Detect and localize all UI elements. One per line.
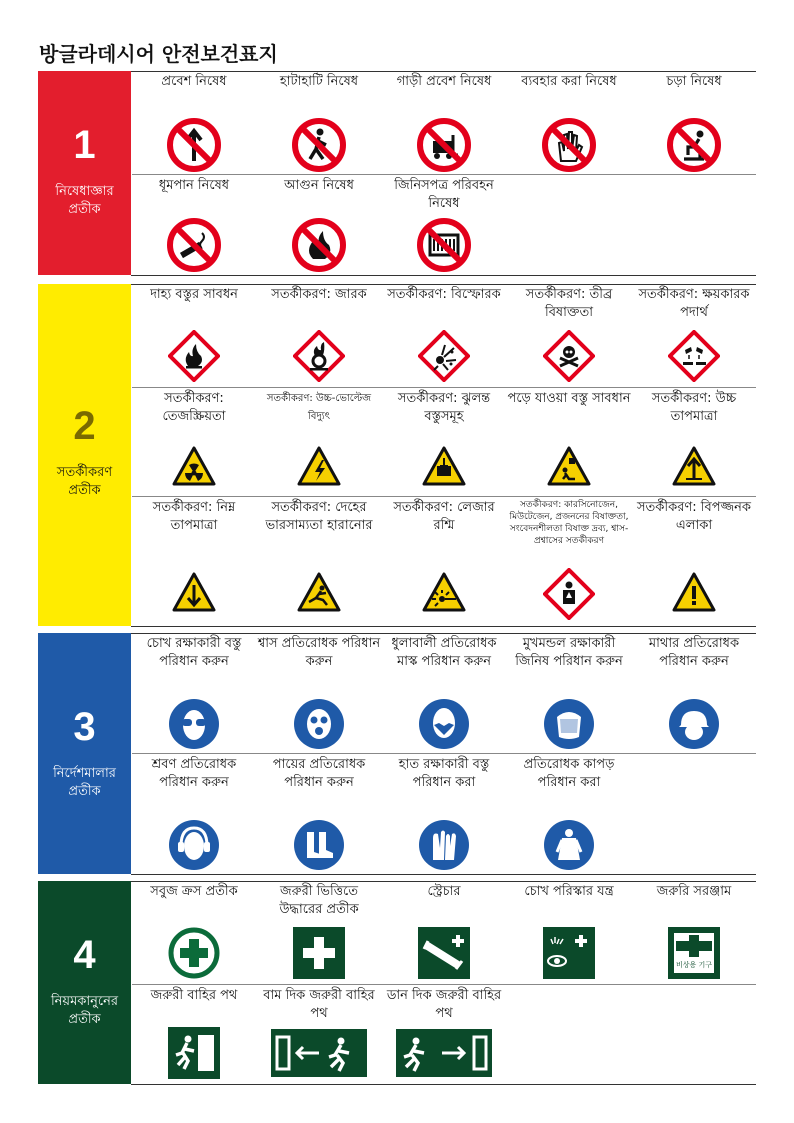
sign-cell — [507, 71, 631, 174]
sign-label: আগুন নিষেধ — [284, 178, 354, 193]
sign-row — [132, 754, 756, 874]
eye-protection-icon — [169, 699, 219, 749]
emergency-exit-icon — [168, 1027, 220, 1079]
section-label: নিষেধাজ্ঞার প্রতীক — [55, 184, 114, 217]
suspended-load-icon — [422, 446, 466, 486]
face-shield-icon — [544, 699, 594, 749]
sign-label: সতর্কীকরণ: ক্ষয়কারক পদার্থ — [638, 287, 750, 320]
sign-cell — [257, 71, 381, 174]
trip-hazard-icon — [297, 572, 341, 612]
safety-boots-icon — [294, 820, 344, 870]
sign-label: গাড়ী প্রবেশ নিষেধ — [396, 74, 492, 89]
section-band — [38, 71, 131, 275]
exit-left-icon — [271, 1029, 367, 1077]
sign-row — [132, 388, 756, 496]
sign-cell — [132, 284, 256, 387]
sign-row — [132, 497, 756, 626]
oxidizer-icon — [293, 330, 345, 382]
sign-label: সতর্কীকরণ: বিস্ফোরক — [387, 287, 501, 302]
sign-cell — [132, 754, 256, 874]
sign-cell — [132, 175, 256, 275]
sign-label: চড়া নিষেধ — [666, 74, 722, 89]
sign-cell — [382, 754, 506, 874]
no-smoking-icon — [166, 217, 222, 273]
sign-label: হাত রক্ষাকারী বস্তু পরিধান করা — [398, 757, 490, 790]
sign-cell — [132, 71, 256, 174]
sign-label: শ্রবণ প্রতিরোধক পরিধান করুন — [151, 757, 237, 790]
sign-row — [132, 985, 756, 1084]
divider — [131, 1084, 756, 1085]
sign-label: জরুরী ভিত্তিতে উদ্ধারের প্রতীক — [279, 884, 359, 917]
section-mandatory — [38, 633, 756, 874]
high-voltage-icon — [297, 446, 341, 486]
sign-cell — [257, 497, 381, 626]
sign-cell — [507, 284, 631, 387]
sign-row — [132, 175, 756, 275]
sign-label: বাম দিক জরুরী বাহির পথ — [263, 988, 375, 1021]
sign-cell — [382, 881, 506, 984]
sign-cell — [132, 985, 256, 1084]
sign-cell — [132, 881, 256, 984]
section-band — [38, 284, 131, 626]
ear-protection-icon — [169, 820, 219, 870]
no-fire-icon — [291, 217, 347, 273]
section-label: সতর্কীকরণ প্রতীক — [56, 465, 113, 498]
toxic-icon — [543, 330, 595, 382]
section-label: নির্দেশমালার প্রতীক — [53, 766, 116, 799]
sign-label: সতর্কীকরণ: তেজস্ক্রিয়তা — [162, 391, 226, 424]
corrosive-icon — [668, 330, 720, 382]
laser-icon — [422, 572, 466, 612]
section-band — [38, 881, 131, 1084]
sign-label: চোখ পরিস্কার যন্ত্র — [524, 884, 614, 899]
sign-cell — [257, 388, 381, 496]
sign-label: সতর্কীকরণ: উচ্চ-ভোল্টেজ বিদ্যুৎ — [266, 393, 372, 422]
no-carrying-icon — [416, 217, 472, 273]
sign-label: সতর্কীকরণ: উচ্চ তাপমাত্রা — [651, 391, 737, 424]
no-vehicle-icon — [416, 117, 472, 173]
sign-label: মুখমন্ডল রক্ষাকারী জিনিষ পরিধান করুন — [515, 636, 623, 669]
sign-label: মাথার প্রতিরোধক পরিধান করুন — [648, 636, 740, 669]
protective-clothing-icon — [544, 820, 594, 870]
sign-cell — [632, 497, 756, 626]
no-touch-icon — [541, 117, 597, 173]
sign-cell — [507, 881, 631, 984]
divider — [131, 275, 756, 276]
sign-cell — [257, 175, 381, 275]
sign-label: ধুলাবালী প্রতিরোধক মাস্ক পরিধান করুন — [391, 636, 497, 669]
exit-right-icon — [396, 1029, 492, 1077]
sign-label: সতর্কীকরণ: তীব্র বিষাক্ততা — [525, 287, 613, 320]
sign-cell — [632, 284, 756, 387]
sign-label: স্ট্রেচার — [427, 884, 461, 899]
sign-label: পড়ে যাওয়া বস্তু সাবধান — [507, 391, 631, 406]
section-number: 3 — [73, 705, 96, 749]
sign-label: সতর্কীকরণ: বিপজ্জনক এলাকা — [636, 500, 752, 533]
respirator-icon — [294, 699, 344, 749]
sign-cell — [257, 985, 381, 1084]
dust-mask-icon — [419, 699, 469, 749]
green-cross-icon — [168, 927, 220, 979]
sign-label: সতর্কীকরণ: ঝুলন্ত বস্তুসমূহ — [397, 391, 491, 424]
sign-cell — [507, 633, 631, 753]
divider — [131, 874, 756, 875]
sign-label: জরুরি সরঞ্জাম — [656, 884, 732, 899]
sign-cell — [632, 881, 756, 984]
emergency-kit-text: 비상용 기구 — [675, 961, 713, 969]
sign-label: প্রবেশ নিষেধ — [161, 74, 227, 89]
sign-cell — [382, 71, 506, 174]
sign-label: সতর্কীকরণ: জারক — [271, 287, 367, 302]
sign-label: হাটাহাটি নিষেধ — [279, 74, 359, 89]
sign-label: জরুরী বাহির পথ — [150, 988, 238, 1003]
sign-cell — [632, 633, 756, 753]
section-band — [38, 633, 131, 874]
sign-label: শ্বাস প্রতিরোধক পরিধান করুন — [257, 636, 381, 669]
sign-row — [132, 633, 756, 753]
sign-cell — [257, 881, 381, 984]
sign-cell — [257, 633, 381, 753]
sign-cell — [382, 175, 506, 275]
page-title: 방글라데시어 안전보건표지 — [39, 42, 278, 66]
falling-object-icon — [547, 446, 591, 486]
no-walking-icon — [291, 117, 347, 173]
sign-label: জিনিসপত্র পরিবহন নিষেধ — [394, 178, 494, 211]
no-climbing-icon — [666, 117, 722, 173]
low-temperature-icon — [172, 572, 216, 612]
sign-label: প্রতিরোধক কাপড় পরিধান করা — [523, 757, 615, 790]
sign-label: ব্যবহার করা নিষেধ — [521, 74, 617, 89]
sign-cell — [382, 497, 506, 626]
sign-cell — [382, 985, 506, 1084]
sign-label: পায়ের প্রতিরোধক পরিধান করুন — [272, 757, 366, 790]
sign-label: দাহ্য বস্তুর সাবধন — [150, 287, 238, 302]
health-hazard-icon — [543, 568, 595, 620]
sign-label: সতর্কীকরণ: নিম্ন তাপমাত্রা — [152, 500, 236, 533]
no-entry-icon — [166, 117, 222, 173]
sign-cell — [507, 497, 631, 626]
sign-row — [132, 881, 756, 984]
emergency-kit-icon — [668, 927, 720, 979]
section-number: 2 — [73, 404, 96, 448]
sign-row — [132, 71, 756, 174]
sign-cell — [382, 284, 506, 387]
radiation-icon — [172, 446, 216, 486]
sign-cell — [132, 633, 256, 753]
sign-cell — [632, 71, 756, 174]
sign-row — [132, 284, 756, 387]
gloves-icon — [419, 820, 469, 870]
sign-label: ধূমপান নিষেধ — [158, 178, 230, 193]
helmet-icon — [669, 699, 719, 749]
stretcher-icon — [418, 927, 470, 979]
hot-surface-icon — [672, 446, 716, 486]
sign-cell — [507, 754, 631, 874]
section-number: 1 — [73, 123, 96, 167]
sign-cell — [132, 497, 256, 626]
sign-cell — [257, 754, 381, 874]
general-danger-icon — [672, 572, 716, 612]
section-label: নিয়মকানুনের প্রতীক — [50, 994, 119, 1027]
sign-label: সতর্কীকরণ: দেহের ভারসাম্যতা হারানোর — [265, 500, 373, 533]
section-number: 4 — [73, 933, 96, 977]
sign-label: ডান দিক জরুরী বাহির পথ — [386, 988, 502, 1021]
sign-cell — [382, 388, 506, 496]
sign-label: সবুজ ক্রস প্রতীক — [150, 884, 238, 899]
section-warning — [38, 284, 756, 626]
sign-label: সতর্কীকরণ: লেজার রশ্মি — [393, 500, 495, 533]
section-information — [38, 881, 756, 1084]
sign-label: সতর্কীকরণ: কারসিনোজেন, মিউটেজেন, প্রজননের বিষাক্ততা, সংবেদনশীলতা বিষাক্ত দ্রব্য, শ্বাস-প্রশ্বাসের সতর্কীকরণ — [509, 500, 629, 546]
sign-cell — [132, 388, 256, 496]
first-aid-icon — [293, 927, 345, 979]
section-prohibition — [38, 71, 756, 275]
flammable-icon — [168, 330, 220, 382]
eyewash-icon — [543, 927, 595, 979]
explosive-icon — [418, 330, 470, 382]
sign-cell — [632, 388, 756, 496]
sign-label: চোখ রক্ষাকারী বস্তু পরিধান করুন — [146, 636, 242, 669]
sign-cell — [382, 633, 506, 753]
sign-cell — [257, 284, 381, 387]
divider — [131, 626, 756, 627]
sign-cell — [507, 388, 631, 496]
